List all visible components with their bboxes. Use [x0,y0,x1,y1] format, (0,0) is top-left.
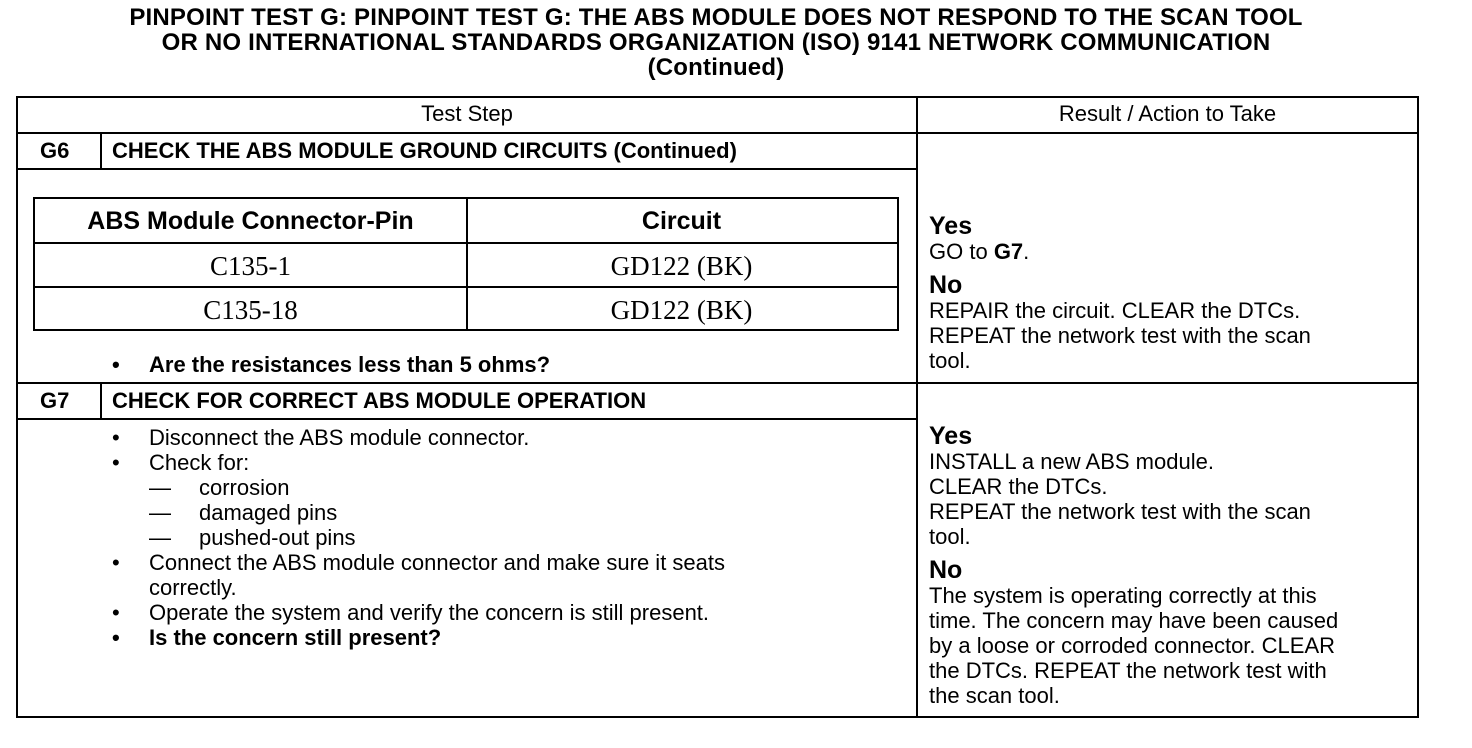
test-step-header: Test Step [421,101,513,126]
pin-cell-2: C135-18 [203,294,298,325]
g7-step-4: Operate the system and verify the concern is still present. [149,600,710,625]
connector-pin-table [33,197,899,331]
result-header: Result / Action to Take [1058,101,1277,126]
g7-step-3-cont: correctly. [149,575,237,600]
g7-step-1: Disconnect the ABS module connector. [149,425,530,450]
g7-yes-line-4: tool. [929,524,971,549]
g6-no-line-2: REPEAT the network test with the scan [929,323,1311,348]
g7-title-rule [16,418,917,420]
sub-item-damaged: damaged pins [199,500,338,525]
list-item [112,425,725,450]
list-item [112,600,725,625]
g7-step-3: Connect the ABS module connector and make sure it seats [149,550,725,575]
circuit-cell-1: GD122 (BK) [610,250,753,281]
g7-step-2: Check for: [149,450,250,475]
sub-item [112,475,725,500]
title-line-1: PINPOINT TEST G: PINPOINT TEST G: THE ABS MODULE DOES NOT RESPOND TO THE SCAN TOOL [129,4,1303,31]
g7-yes-line-3: REPEAT the network test with the scan [929,499,1311,524]
sub-item [112,525,725,550]
g6-yes-target: G7 [993,239,1024,264]
g6-instructions [112,352,550,377]
column-divider [916,96,918,718]
list-item [112,625,725,650]
g6-no-line-1: REPAIR the circuit. CLEAR the DTCs. [929,298,1301,323]
sub-item [112,500,725,525]
dash-icon: — [149,475,171,500]
g7-result [929,423,1409,708]
dash-icon: — [149,500,171,525]
g6-result [929,213,1409,373]
g7-no-label: No [929,556,963,584]
title-line-3: (Continued) [647,54,785,81]
g7-step-id: G7 [40,388,70,413]
g7-yes-line-1: INSTALL a new ABS module. [929,449,1214,474]
bullet-icon: • [112,625,120,650]
bullet-icon: • [112,425,120,450]
sub-item-corrosion: corrosion [199,475,290,500]
g6-id-divider [100,132,102,169]
g7-id-divider [100,382,102,419]
bullet-icon: • [112,352,120,377]
header-rule [16,132,1419,134]
circuit-column-header: Circuit [641,206,722,235]
list-item [112,450,725,475]
bullet-icon: • [112,450,120,475]
g7-no-line-5: the scan tool. [929,683,1060,708]
g7-yes-line-2: CLEAR the DTCs. [929,474,1108,499]
g7-step-title: CHECK FOR CORRECT ABS MODULE OPERATION [112,388,647,413]
dash-icon: — [149,525,171,550]
list-item [112,550,725,575]
pin-column-header: ABS Module Connector-Pin [87,206,414,235]
g6-step-id: G6 [40,138,70,163]
g6-yes-period: . [1023,239,1030,264]
g7-no-line-1: The system is operating correctly at this [929,583,1317,608]
g7-instructions [112,425,725,650]
g6-yes-action [929,239,1409,264]
g7-question: Is the concern still present? [149,625,442,650]
pin-cell-1: C135-1 [210,250,291,281]
g7-no-line-3: by a loose or corroded connector. CLEAR [929,633,1336,658]
title-line-2: OR NO INTERNATIONAL STANDARDS ORGANIZATION (ISO) 9141 NETWORK COMMUNICATION [161,29,1271,56]
sub-item-pushed-out: pushed-out pins [199,525,356,550]
g6-step-title: CHECK THE ABS MODULE GROUND CIRCUITS (Continued) [112,138,737,163]
circuit-cell-2: GD122 (BK) [610,294,753,325]
g6-title-rule [16,168,917,170]
document-title [0,5,1432,80]
bullet-icon: • [112,550,120,575]
step-separator [16,382,1419,384]
list-item [112,352,550,377]
g6-question: Are the resistances less than 5 ohms? [149,352,551,377]
g6-yes-go: GO to [929,239,988,264]
g6-no-line-3: tool. [929,348,971,373]
g7-no-line-4: the DTCs. REPEAT the network test with [929,658,1327,683]
g6-yes-label: Yes [929,212,973,240]
g7-no-line-2: time. The concern may have been caused [929,608,1339,633]
g6-no-label: No [929,271,963,299]
bullet-icon: • [112,600,120,625]
g7-yes-label: Yes [929,422,973,450]
